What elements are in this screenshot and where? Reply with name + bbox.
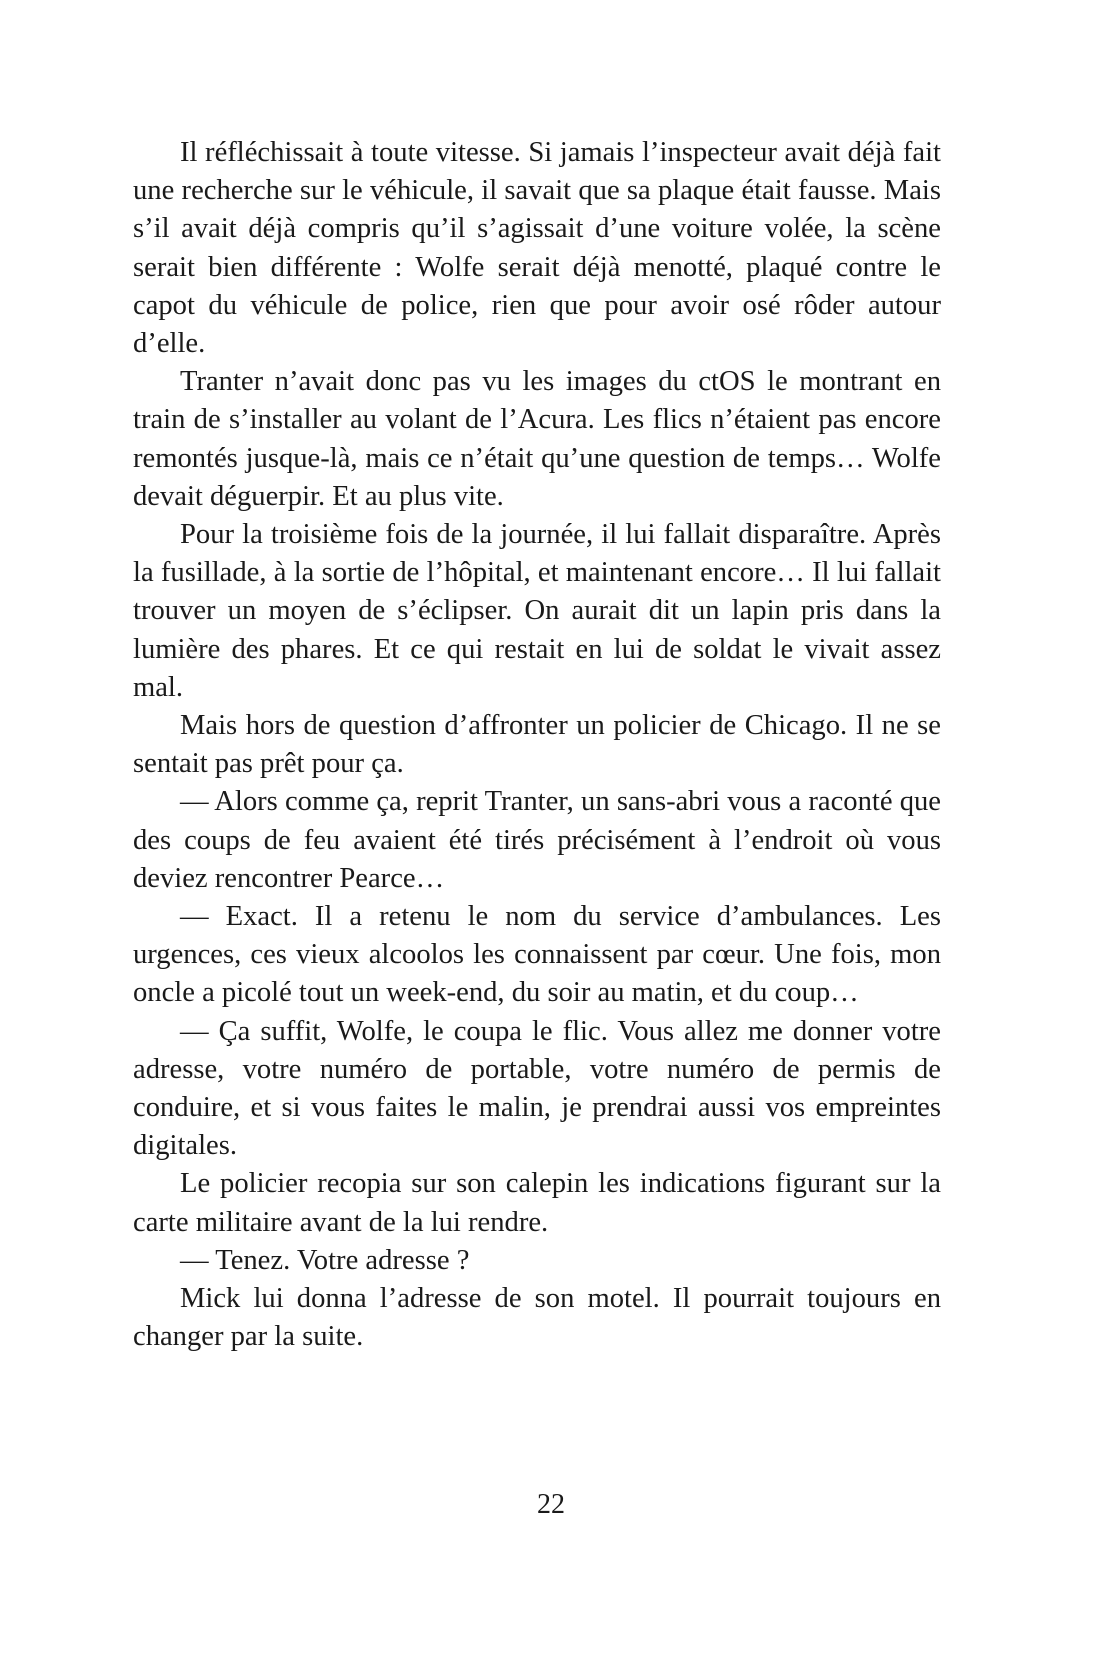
dialogue-paragraph: — Ça suffit, Wolfe, le coupa le flic. Vous allez me donner votre adresse, votre numéro de portable, votre numéro de permis de conduire, et si vous faites le malin, je prendrai aussi vos empreintes digitales.	[133, 1015, 941, 1162]
dialogue-paragraph: — Tenez. Votre adresse ?	[180, 1244, 470, 1276]
paragraph: Le policier recopia sur son calepin les indications figurant sur la carte militaire avant de la lui rendre.	[133, 1168, 941, 1238]
dialogue-paragraph: — Alors comme ça, reprit Tranter, un sans-abri vous a raconté que des coups de feu avaient été tirés précisément à l’endroit où vous deviez rencontrer Pearce…	[133, 786, 941, 894]
paragraph: Tranter n’avait donc pas vu les images du ctOS le montrant en train de s’installer au volant de l’Acura. Les flics n’étaient pas encore remontés jusque-là, mais ce n’était qu’une question de temps… Wolfe devait déguerpir. Et au plus vite.	[133, 366, 941, 512]
page-number: 22	[537, 1489, 565, 1520]
paragraph: Mais hors de question d’affronter un policier de Chicago. Il ne se sentait pas prêt pour ça.	[133, 710, 941, 780]
paragraph: Il réfléchissait à toute vitesse. Si jamais l’inspecteur avait déjà fait une recherche sur le véhicule, il savait que sa plaque était fausse. Mais s’il avait déjà compris qu’il s’agissait d’une voiture volée, la scène serait bien différente : Wolfe serait déjà menotté, plaqué contre le capot du véhicule de police, rien que pour avoir osé rôder autour d’elle.	[133, 137, 941, 360]
paragraph: Pour la troisième fois de la journée, il lui fallait disparaître. Après la fusillade, à la sortie de l’hôpital, et maintenant encore… Il lui fallait trouver un moyen de s’éclipser. On aurait dit un lapin pris dans la lumière des phares. Et ce qui restait en lui de soldat le vivait assez mal.	[133, 519, 941, 703]
dialogue-paragraph: — Exact. Il a retenu le nom du service d’ambulances. Les urgences, ces vieux alcoolos les connaissent par cœur. Une fois, mon oncle a picolé tout un week-end, du soir au matin, et du coup…	[133, 901, 941, 1009]
paragraph: Mick lui donna l’adresse de son motel. Il pourrait toujours en changer par la suite.	[133, 1283, 941, 1353]
body-text	[133, 134, 941, 1357]
